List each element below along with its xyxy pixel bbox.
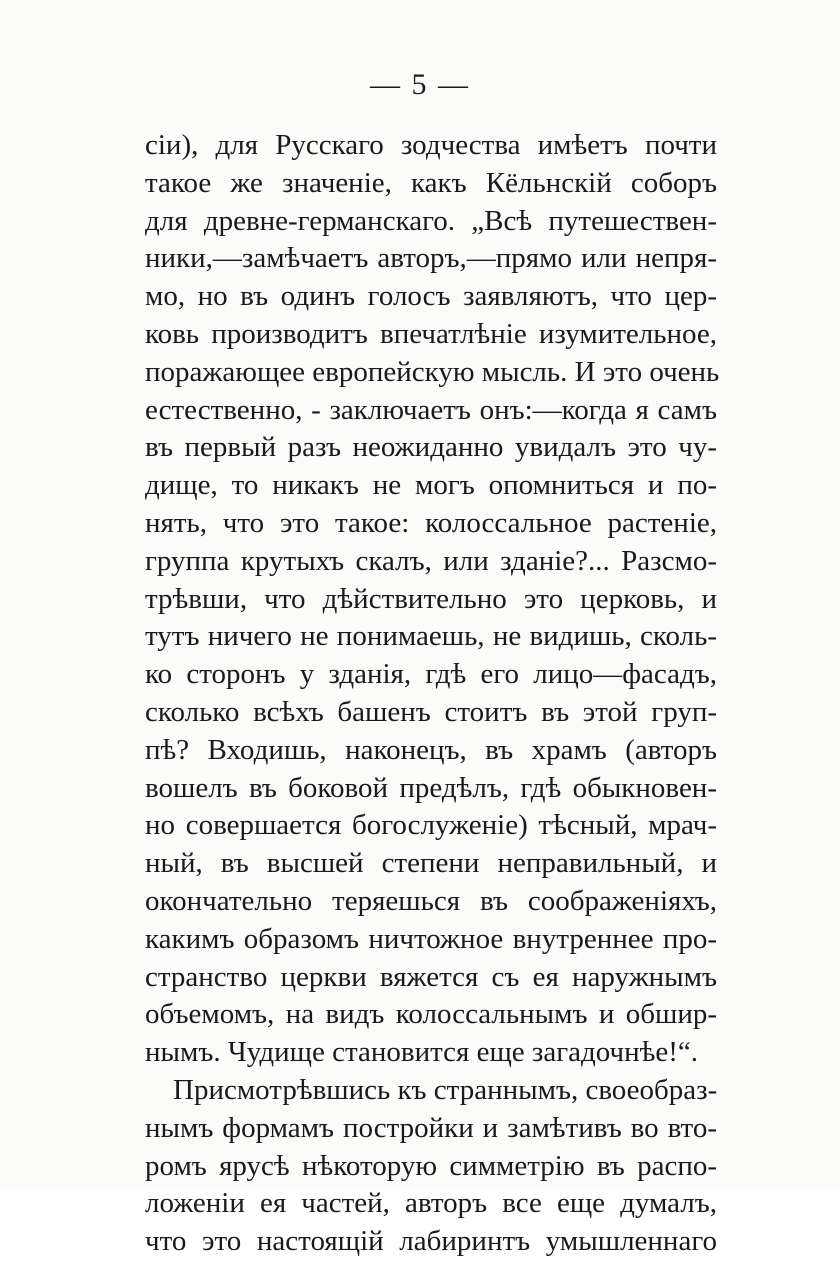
text-line: группа крутыхъ скалъ, или зданіе?... Разсмо- xyxy=(145,544,717,577)
paragraph xyxy=(145,1072,717,1261)
text-line: Присмотрѣвшись къ страннымъ, своеобраз- xyxy=(173,1073,718,1106)
text-line: какимъ образомъ ничтожное внутреннее про- xyxy=(145,922,717,955)
text-line: нять, что это такое: колоссальное растеніе, xyxy=(145,506,717,539)
text-line: сколько всѣхъ башенъ стоитъ въ этой груп- xyxy=(145,695,717,728)
text-line: что это настоящій лабиринтъ умышленнаго xyxy=(145,1225,717,1258)
text-line: ложеніи ея частей, авторъ все еще думалъ, xyxy=(145,1187,717,1220)
text-line: такое же значеніе, какъ Кёльнскій соборъ xyxy=(145,166,717,199)
text-line: естественно, - заключаетъ онъ:—когда я самъ xyxy=(145,393,717,426)
text-line: ный, въ высшей степени неправильный, и xyxy=(145,847,717,880)
text-line: вошелъ въ боковой предѣлъ, гдѣ обыкновен- xyxy=(145,771,717,804)
text-line: трѣвши, что дѣйствительно это церковь, и xyxy=(145,582,717,615)
text-line: пѣ? Входишь, наконецъ, въ храмъ (авторъ xyxy=(145,733,717,766)
text-line: для древне-германскаго. „Всѣ путешествен- xyxy=(145,204,717,237)
text-line: странство церкви вяжется съ ея наружнымъ xyxy=(145,960,717,993)
body-text xyxy=(145,127,720,1261)
text-line: ковь производитъ впечатлѣніе изумительное, xyxy=(145,317,717,350)
text-line: дище, то никакъ не могъ опомниться и по- xyxy=(145,469,717,502)
text-line: въ первый разъ неожиданно увидалъ это чу- xyxy=(145,431,717,464)
text-line: ники,—замѣчаетъ авторъ,—прямо или непря- xyxy=(145,242,717,275)
text-line: но совершается богослуженіе) тѣсный, мрач- xyxy=(145,809,717,842)
page-number: — 5 — xyxy=(370,68,470,101)
paragraph xyxy=(145,127,720,1072)
text-line: мо, но въ одинъ голосъ заявляютъ, что цер- xyxy=(145,280,717,313)
text-line: нымъ формамъ постройки и замѣтивъ во вто- xyxy=(145,1111,717,1144)
text-line: ромъ ярусѣ нѣкоторую симметрію въ распо- xyxy=(145,1149,717,1182)
text-line: нымъ. Чудище становится еще загадочнѣе!“. xyxy=(145,1036,699,1069)
text-line: тутъ ничего не понимаешь, не видишь, сколь- xyxy=(145,620,717,653)
text-line: ко сторонъ у зданія, гдѣ его лицо—фасадъ, xyxy=(145,658,717,691)
text-line: окончательно теряешься въ соображеніяхъ, xyxy=(145,884,717,917)
text-line: поражающее европейскую мысль. И это очень xyxy=(145,355,720,388)
text-line: объемомъ, на видъ колоссальнымъ и обшир- xyxy=(145,998,717,1031)
text-line: сіи), для Русскаго зодчества имѣетъ почти xyxy=(145,129,717,161)
